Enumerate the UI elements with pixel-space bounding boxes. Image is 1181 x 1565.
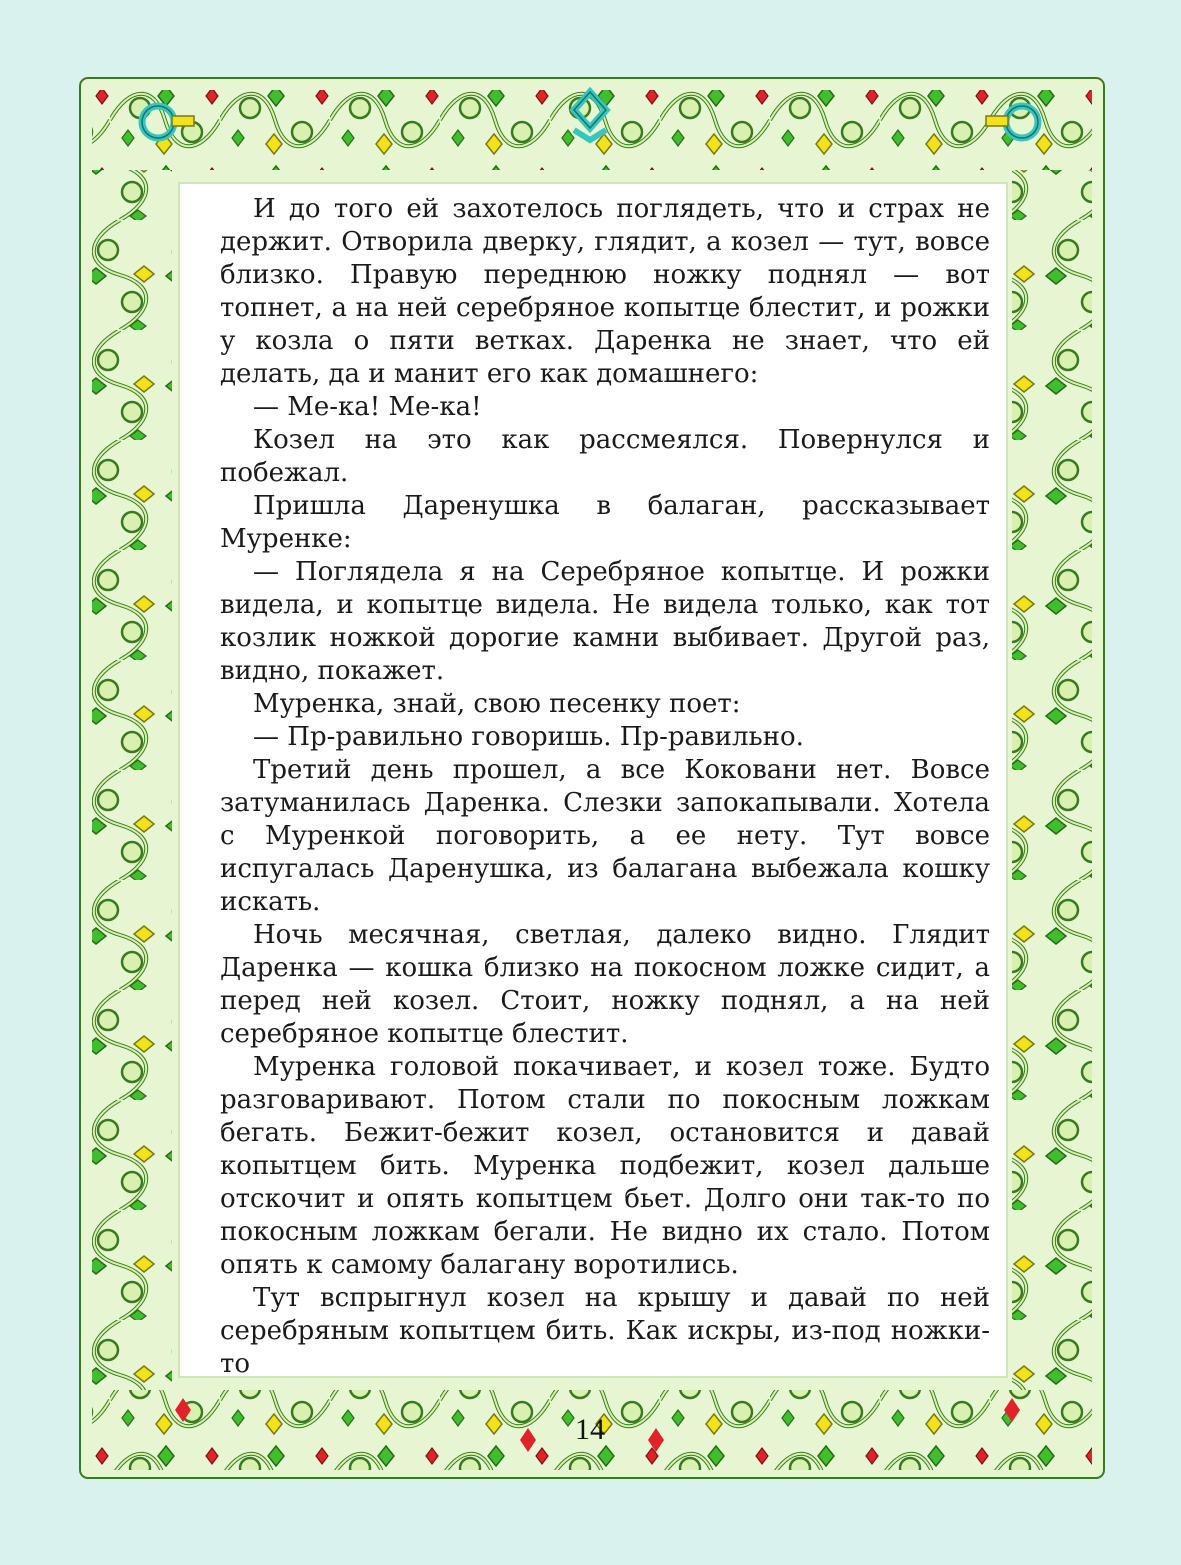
paragraph: И до того ей захотелось поглядеть, что и страх не держит. Отворила дверку, глядит, а козел — тут, вовсе близко. Правую переднюю ножку поднял — вот топнет, а на ней серебряное копытце блестит, и рожки у козла о пяти ветках. Даренка не знает, что ей делать, да и манит его как домашнего:	[220, 194, 990, 389]
paragraph: — Пр-равильно говоришь. Пр-равильно.	[253, 722, 804, 752]
paragraph: Ночь месячная, светлая, далеко видно. Глядит Даренка — кошка близко на покосном ложке сидит, а перед ней козел. Стоит, ножку поднял, а на ней серебряное копытце блестит.	[220, 920, 990, 1049]
paragraph: Муренка, знай, свою песенку поет:	[253, 689, 741, 719]
paragraph: Третий день прошел, а все Коковани нет. Вовсе затуманилась Даренка. Слезки запокапывали. Хотела с Муренкой поговорить, а ее нету. Тут вовсе испугалась Даренушка, из балагана выбежала кошку искать.	[220, 755, 990, 917]
paragraph: Муренка головой покачивает, и козел тоже. Будто разговаривают. Потом стали по покосным ложкам бегать. Бежит-бежит козел, остановится и давай копытцем бить. Муренка подбежит, козел дальше отскочит и опять копытцем бьет. Долго они так-то по покосным ложкам бегали. Не видно их стало. Потом опять к самому балагану воротились.	[220, 1052, 990, 1280]
page-number: 14	[575, 1413, 605, 1446]
paragraph: Козел на это как рассмеялся. Повернулся и побежал.	[220, 425, 990, 488]
paragraph: — Поглядела я на Серебряное копытце. И рожки видела, и копытце видела. Не видела только, как тот козлик ножкой дорогие камни выбивает. Другой раз, видно, покажет.	[220, 557, 990, 686]
border-right	[1012, 170, 1092, 1390]
story-text	[220, 193, 990, 1381]
paragraph: Тут вспрыгнул козел на крышу и давай по ней серебряным копытцем бить. Как искры, из-под ножки-то	[220, 1283, 990, 1379]
paragraph: Пришла Даренушка в балаган, рассказывает Муренке:	[220, 491, 990, 554]
paragraph: — Ме-ка! Ме-ка!	[253, 392, 482, 422]
border-left	[92, 170, 172, 1390]
